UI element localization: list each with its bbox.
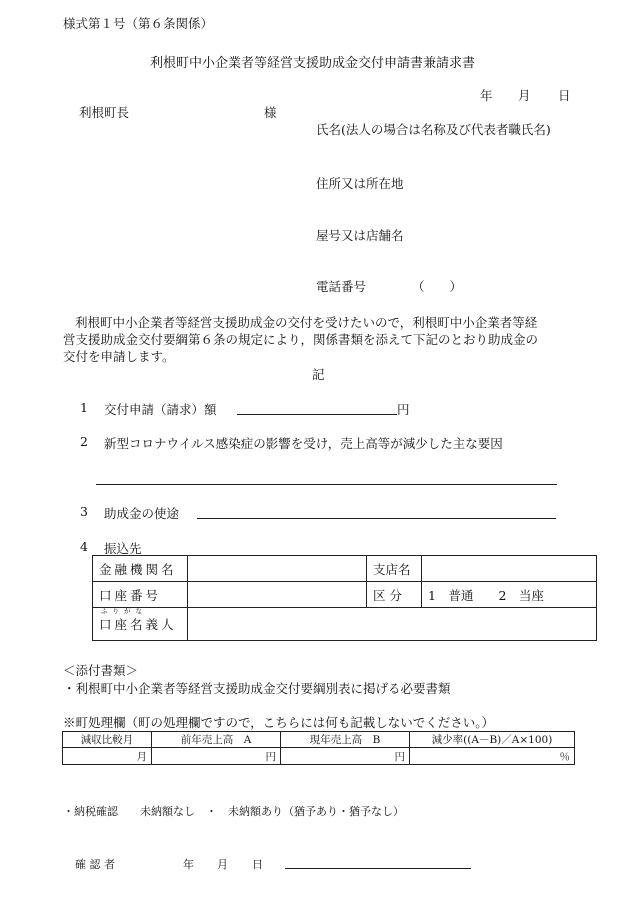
- honorific: 様: [264, 105, 277, 120]
- item-2-label: 新型コロナウイルス感染症の影響を受け，売上高等が減少した主な要因: [104, 436, 503, 451]
- attachments-item: ・利根町中小企業者等経営支援助成金交付要綱別表に掲げる必要書類: [63, 681, 451, 696]
- processing-heading: ※町処理欄（町の処理欄ですので，こちらには何も記載しないでください。）: [63, 715, 495, 730]
- table-row: [93, 608, 597, 641]
- applicant-phone-paren: （ ）: [412, 279, 463, 294]
- table-row: [93, 556, 597, 582]
- item-1-amount-line[interactable]: [237, 414, 397, 415]
- intro-line-2: 営支援助成金交付要綱第６条の規定により，関係書類を添えて下記のとおり助成金の: [63, 332, 539, 347]
- unit-month: 月: [63, 748, 152, 765]
- confirmer-label: 確 認 者: [75, 858, 115, 871]
- table-row: [63, 748, 575, 765]
- ki-heading: 記: [312, 367, 325, 382]
- item-4-label: 振込先: [104, 541, 142, 556]
- confirm-year: 年: [183, 858, 194, 871]
- applicant-shop-label: 屋号又は店舗名: [316, 228, 404, 243]
- item-2-number: 2: [80, 434, 88, 449]
- date-day: 日: [558, 88, 571, 103]
- confirmer-signature-line[interactable]: [285, 868, 471, 869]
- col-comparison-month: 減収比較月: [63, 732, 152, 748]
- item-3-number: 3: [80, 504, 88, 519]
- institution-label: 金融機関名: [93, 556, 188, 582]
- bank-transfer-table: [92, 555, 597, 641]
- applicant-name-label: 氏名(法人の場合は名称及び代表者職氏名): [316, 122, 551, 137]
- item-1-number: 1: [80, 400, 88, 415]
- date-month: 月: [518, 88, 531, 103]
- account-number-label: 口座番号: [93, 582, 188, 608]
- unit-yen-a: 円: [152, 748, 281, 765]
- item-1-label: 交付申請（請求）額: [104, 402, 217, 417]
- processing-table: [62, 731, 575, 765]
- institution-field[interactable]: [188, 556, 367, 582]
- item-3-usage-line[interactable]: [197, 518, 556, 519]
- branch-field[interactable]: [422, 556, 597, 582]
- account-holder-field[interactable]: [188, 608, 597, 641]
- form-number: 様式第１号（第６条関係）: [63, 16, 214, 31]
- furigana: ふりがな: [101, 607, 147, 615]
- form-title: 利根町中小企業者等経営支援助成金交付申請書兼請求書: [150, 56, 476, 71]
- item-4-number: 4: [80, 539, 88, 554]
- branch-label: 支店名: [367, 556, 422, 582]
- account-type-options[interactable]: 1 普通 2 当座: [422, 582, 597, 608]
- account-number-field[interactable]: [188, 582, 367, 608]
- intro-line-3: 交付を申請します。: [63, 349, 175, 364]
- table-row: [93, 582, 597, 608]
- col-decrease-rate: 減少率((A－B)／A×100): [410, 732, 575, 748]
- table-row: [63, 732, 575, 748]
- confirm-day: 日: [252, 858, 263, 871]
- intro-line-1: 利根町中小企業者等経営支援助成金の交付を受けたいので，利根町中小企業者等経: [75, 315, 538, 330]
- applicant-phone-label: 電話番号: [316, 279, 367, 294]
- account-holder-label: [99, 607, 177, 633]
- item-3-label: 助成金の使途: [104, 506, 180, 521]
- tax-confirmation: ・納税確認 未納額なし ・ 未納額あり（猶予あり・猶予なし）: [63, 805, 404, 818]
- applicant-address-label: 住所又は所在地: [316, 176, 404, 191]
- account-holder-text: 口座名義人: [99, 617, 177, 632]
- attachments-heading: ＜添付書類＞: [63, 663, 139, 678]
- confirm-month: 月: [217, 858, 228, 871]
- addressee: 利根町長: [79, 105, 130, 120]
- account-type-label: 区 分: [367, 582, 422, 608]
- unit-yen-b: 円: [281, 748, 410, 765]
- col-prev-sales: 前年売上高 A: [152, 732, 281, 748]
- unit-percent: ％: [410, 748, 575, 765]
- item-1-unit: 円: [397, 402, 410, 417]
- account-holder-label-cell: [93, 608, 188, 641]
- col-current-sales: 現年売上高 B: [281, 732, 410, 748]
- item-2-reason-line[interactable]: [96, 484, 557, 485]
- date-year: 年: [480, 88, 493, 103]
